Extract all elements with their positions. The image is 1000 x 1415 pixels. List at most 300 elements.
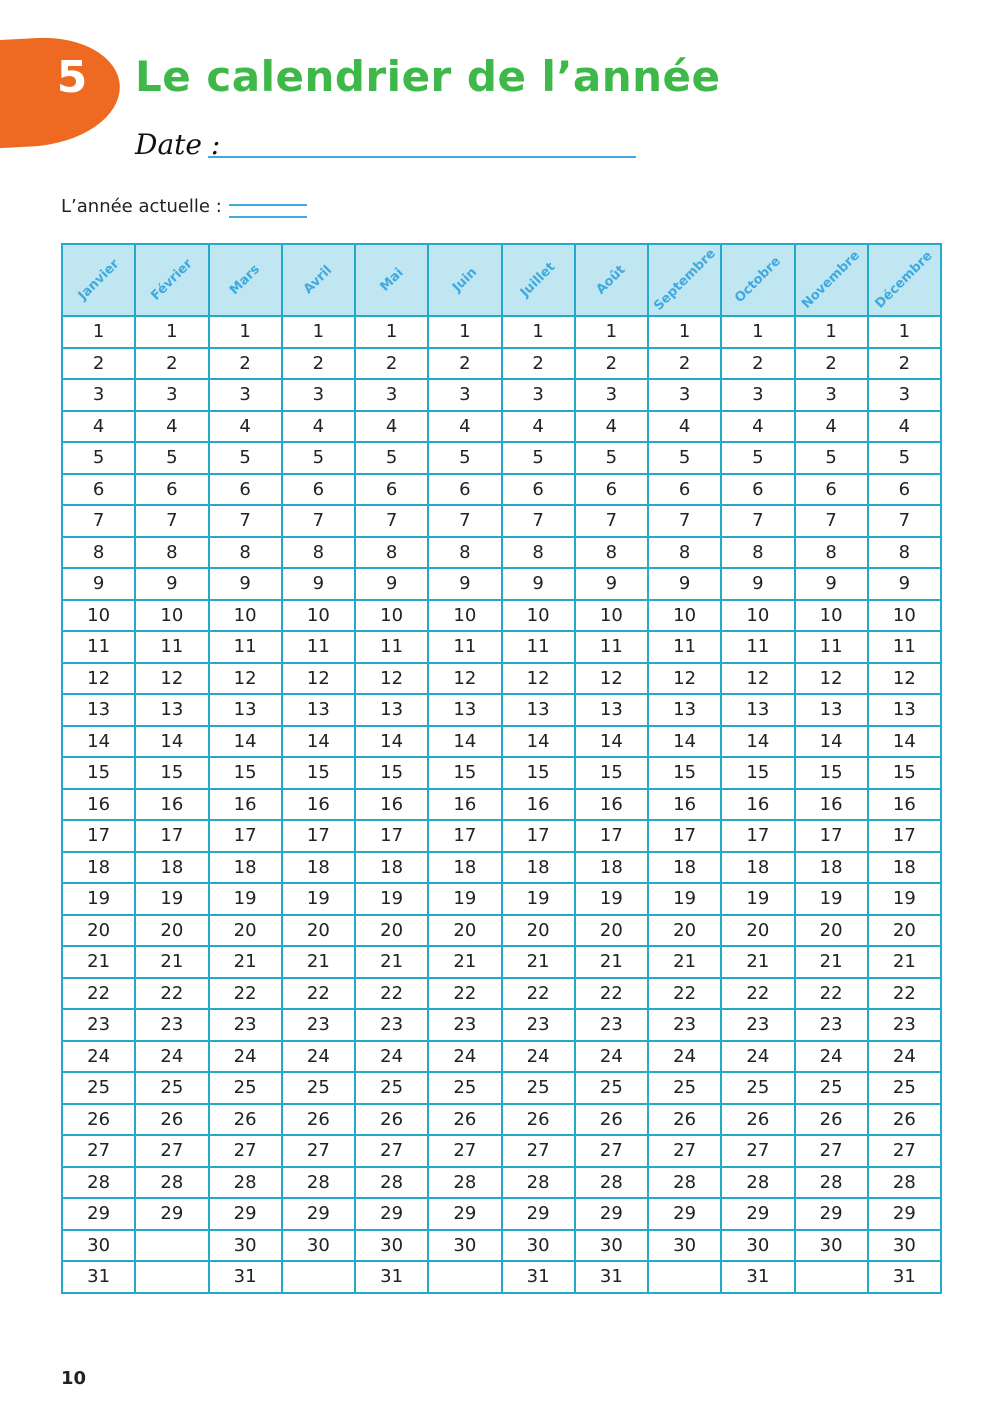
day-cell: 15 — [135, 757, 208, 789]
table-row — [62, 946, 941, 978]
day-cell: 22 — [795, 978, 868, 1010]
day-cell: 18 — [868, 852, 941, 884]
day-cell: 21 — [648, 946, 721, 978]
day-cell: 25 — [795, 1072, 868, 1104]
day-cell: 2 — [355, 348, 428, 380]
day-cell: 11 — [868, 631, 941, 663]
day-cell: 23 — [868, 1009, 941, 1041]
day-cell: 29 — [62, 1198, 135, 1230]
day-cell: 25 — [135, 1072, 208, 1104]
day-cell: 21 — [135, 946, 208, 978]
day-cell: 14 — [209, 726, 282, 758]
day-cell: 20 — [355, 915, 428, 947]
day-cell: 13 — [502, 694, 575, 726]
day-cell: 14 — [721, 726, 794, 758]
day-cell: 24 — [721, 1041, 794, 1073]
table-row — [62, 411, 941, 443]
day-cell: 2 — [795, 348, 868, 380]
day-cell: 9 — [209, 568, 282, 600]
day-cell: 31 — [62, 1261, 135, 1293]
day-cell: 17 — [135, 820, 208, 852]
day-cell: 22 — [721, 978, 794, 1010]
day-cell: 13 — [209, 694, 282, 726]
day-cell: 22 — [62, 978, 135, 1010]
day-cell: 3 — [502, 379, 575, 411]
day-cell: 23 — [575, 1009, 648, 1041]
day-cell: 14 — [428, 726, 501, 758]
current-year-answer-underline — [229, 216, 307, 218]
day-cell: 1 — [795, 316, 868, 348]
day-cell: 14 — [795, 726, 868, 758]
day-cell: 30 — [282, 1230, 355, 1262]
day-cell: 19 — [209, 883, 282, 915]
day-cell: 18 — [135, 852, 208, 884]
day-cell: 21 — [795, 946, 868, 978]
day-cell: 12 — [135, 663, 208, 695]
day-cell: 17 — [502, 820, 575, 852]
day-cell: 20 — [62, 915, 135, 947]
day-cell: 22 — [575, 978, 648, 1010]
day-cell: 16 — [648, 789, 721, 821]
day-cell: 20 — [209, 915, 282, 947]
day-cell: 9 — [62, 568, 135, 600]
day-cell: 6 — [502, 474, 575, 506]
day-cell: 15 — [428, 757, 501, 789]
day-cell: 20 — [721, 915, 794, 947]
day-cell: 7 — [868, 505, 941, 537]
day-cell: 16 — [868, 789, 941, 821]
day-cell: 27 — [135, 1135, 208, 1167]
table-row — [62, 1009, 941, 1041]
day-cell: 17 — [428, 820, 501, 852]
day-cell: 23 — [648, 1009, 721, 1041]
date-label: Date : — [135, 128, 221, 161]
day-cell: 2 — [575, 348, 648, 380]
day-cell: 19 — [575, 883, 648, 915]
day-cell: 1 — [428, 316, 501, 348]
day-cell: 24 — [648, 1041, 721, 1073]
day-cell: 10 — [428, 600, 501, 632]
day-cell: 21 — [428, 946, 501, 978]
day-cell: 19 — [721, 883, 794, 915]
day-cell: 9 — [355, 568, 428, 600]
day-cell: 9 — [648, 568, 721, 600]
day-cell: 24 — [282, 1041, 355, 1073]
month-header-10 — [795, 244, 868, 316]
day-cell: 23 — [428, 1009, 501, 1041]
day-cell: 17 — [355, 820, 428, 852]
day-cell: 13 — [62, 694, 135, 726]
day-cell: 22 — [355, 978, 428, 1010]
day-cell: 5 — [355, 442, 428, 474]
month-label: Février — [148, 256, 196, 304]
day-cell: 17 — [282, 820, 355, 852]
day-cell: 16 — [355, 789, 428, 821]
day-cell: 8 — [282, 537, 355, 569]
day-cell: 24 — [355, 1041, 428, 1073]
day-cell: 30 — [62, 1230, 135, 1262]
day-cell: 4 — [795, 411, 868, 443]
table-row — [62, 600, 941, 632]
day-cell: 24 — [62, 1041, 135, 1073]
day-cell: 23 — [355, 1009, 428, 1041]
day-cell: 4 — [502, 411, 575, 443]
day-cell — [282, 1261, 355, 1293]
day-cell: 2 — [648, 348, 721, 380]
month-label: Mars — [227, 262, 264, 298]
day-cell: 5 — [795, 442, 868, 474]
month-header-11 — [868, 244, 941, 316]
day-cell: 8 — [795, 537, 868, 569]
day-cell: 5 — [209, 442, 282, 474]
day-cell: 26 — [282, 1104, 355, 1136]
day-cell: 5 — [648, 442, 721, 474]
day-cell: 1 — [62, 316, 135, 348]
day-cell: 31 — [721, 1261, 794, 1293]
day-cell: 13 — [135, 694, 208, 726]
day-cell: 15 — [62, 757, 135, 789]
day-cell: 29 — [282, 1198, 355, 1230]
day-cell: 10 — [575, 600, 648, 632]
day-cell: 20 — [135, 915, 208, 947]
day-cell: 27 — [648, 1135, 721, 1167]
table-row — [62, 883, 941, 915]
day-cell — [135, 1230, 208, 1262]
month-header-0 — [62, 244, 135, 316]
day-cell: 22 — [135, 978, 208, 1010]
table-row — [62, 820, 941, 852]
day-cell: 8 — [209, 537, 282, 569]
day-cell: 14 — [502, 726, 575, 758]
day-cell: 7 — [62, 505, 135, 537]
day-cell: 24 — [575, 1041, 648, 1073]
day-cell: 9 — [282, 568, 355, 600]
table-row — [62, 694, 941, 726]
table-row — [62, 663, 941, 695]
day-cell: 5 — [428, 442, 501, 474]
day-cell — [648, 1261, 721, 1293]
day-cell: 10 — [282, 600, 355, 632]
day-cell: 27 — [428, 1135, 501, 1167]
day-cell: 1 — [721, 316, 794, 348]
day-cell: 21 — [282, 946, 355, 978]
day-cell: 28 — [868, 1167, 941, 1199]
day-cell: 17 — [721, 820, 794, 852]
day-cell: 18 — [62, 852, 135, 884]
day-cell: 7 — [135, 505, 208, 537]
day-cell: 11 — [428, 631, 501, 663]
day-cell: 23 — [721, 1009, 794, 1041]
day-cell: 3 — [428, 379, 501, 411]
month-label: Janvier — [75, 256, 122, 304]
month-label: Mai — [377, 265, 407, 295]
day-cell: 5 — [575, 442, 648, 474]
day-cell: 6 — [209, 474, 282, 506]
day-cell: 7 — [282, 505, 355, 537]
day-cell: 13 — [868, 694, 941, 726]
day-cell: 26 — [428, 1104, 501, 1136]
day-cell: 9 — [868, 568, 941, 600]
day-cell: 4 — [135, 411, 208, 443]
table-row — [62, 1198, 941, 1230]
day-cell — [428, 1261, 501, 1293]
day-cell: 31 — [868, 1261, 941, 1293]
day-cell: 26 — [575, 1104, 648, 1136]
day-cell: 23 — [135, 1009, 208, 1041]
day-cell: 29 — [721, 1198, 794, 1230]
day-cell: 6 — [428, 474, 501, 506]
day-cell: 3 — [135, 379, 208, 411]
day-cell: 25 — [428, 1072, 501, 1104]
month-label: Août — [593, 262, 629, 298]
day-cell: 3 — [209, 379, 282, 411]
day-cell: 11 — [355, 631, 428, 663]
day-cell: 28 — [428, 1167, 501, 1199]
month-header-7 — [575, 244, 648, 316]
day-cell: 23 — [502, 1009, 575, 1041]
day-cell: 6 — [721, 474, 794, 506]
day-cell: 25 — [62, 1072, 135, 1104]
day-cell: 5 — [721, 442, 794, 474]
day-cell: 6 — [135, 474, 208, 506]
day-cell: 2 — [502, 348, 575, 380]
day-cell: 17 — [575, 820, 648, 852]
day-cell: 29 — [209, 1198, 282, 1230]
day-cell: 14 — [62, 726, 135, 758]
day-cell: 21 — [209, 946, 282, 978]
day-cell: 7 — [721, 505, 794, 537]
day-cell: 4 — [721, 411, 794, 443]
table-row — [62, 789, 941, 821]
day-cell: 1 — [575, 316, 648, 348]
day-cell: 12 — [282, 663, 355, 695]
month-header-4 — [355, 244, 428, 316]
table-row — [62, 631, 941, 663]
day-cell: 30 — [721, 1230, 794, 1262]
current-year-answer-line[interactable] — [229, 204, 307, 206]
day-cell: 11 — [502, 631, 575, 663]
day-cell: 8 — [868, 537, 941, 569]
month-header-row — [62, 244, 941, 316]
day-cell: 22 — [209, 978, 282, 1010]
day-cell: 28 — [575, 1167, 648, 1199]
month-label: Avril — [301, 262, 336, 298]
day-cell: 11 — [282, 631, 355, 663]
month-header-8 — [648, 244, 721, 316]
day-cell: 9 — [721, 568, 794, 600]
day-cell: 16 — [575, 789, 648, 821]
day-cell: 30 — [502, 1230, 575, 1262]
table-row — [62, 726, 941, 758]
date-answer-line[interactable] — [208, 156, 636, 158]
day-cell: 15 — [575, 757, 648, 789]
day-cell: 27 — [209, 1135, 282, 1167]
day-cell: 15 — [721, 757, 794, 789]
day-cell: 28 — [135, 1167, 208, 1199]
day-cell: 30 — [575, 1230, 648, 1262]
day-cell: 12 — [721, 663, 794, 695]
day-cell: 26 — [209, 1104, 282, 1136]
day-cell: 30 — [209, 1230, 282, 1262]
day-cell: 29 — [135, 1198, 208, 1230]
day-cell: 27 — [795, 1135, 868, 1167]
day-cell: 6 — [795, 474, 868, 506]
day-cell: 29 — [868, 1198, 941, 1230]
day-cell: 20 — [648, 915, 721, 947]
day-cell: 14 — [575, 726, 648, 758]
month-header-9 — [721, 244, 794, 316]
day-cell: 3 — [868, 379, 941, 411]
day-cell: 22 — [648, 978, 721, 1010]
day-cell: 7 — [209, 505, 282, 537]
day-cell: 17 — [648, 820, 721, 852]
day-cell: 29 — [575, 1198, 648, 1230]
day-cell: 25 — [868, 1072, 941, 1104]
day-cell: 28 — [648, 1167, 721, 1199]
table-row — [62, 1167, 941, 1199]
day-cell: 13 — [428, 694, 501, 726]
day-cell: 19 — [135, 883, 208, 915]
day-cell: 1 — [135, 316, 208, 348]
day-cell: 16 — [282, 789, 355, 821]
day-cell — [795, 1261, 868, 1293]
day-cell: 21 — [868, 946, 941, 978]
day-cell: 31 — [355, 1261, 428, 1293]
day-cell: 11 — [135, 631, 208, 663]
day-cell: 22 — [282, 978, 355, 1010]
day-cell: 29 — [648, 1198, 721, 1230]
day-cell: 12 — [868, 663, 941, 695]
day-cell: 18 — [282, 852, 355, 884]
day-cell: 22 — [868, 978, 941, 1010]
table-row — [62, 1261, 941, 1293]
day-cell: 15 — [209, 757, 282, 789]
day-cell: 10 — [62, 600, 135, 632]
day-cell: 19 — [428, 883, 501, 915]
day-cell: 21 — [721, 946, 794, 978]
month-header-2 — [209, 244, 282, 316]
day-cell: 16 — [428, 789, 501, 821]
day-cell: 4 — [209, 411, 282, 443]
day-cell: 5 — [135, 442, 208, 474]
day-cell: 14 — [135, 726, 208, 758]
day-cell: 9 — [428, 568, 501, 600]
day-cell: 10 — [209, 600, 282, 632]
day-cell: 8 — [428, 537, 501, 569]
day-cell: 25 — [502, 1072, 575, 1104]
day-cell: 11 — [62, 631, 135, 663]
day-cell: 7 — [428, 505, 501, 537]
day-cell: 19 — [355, 883, 428, 915]
day-cell: 16 — [795, 789, 868, 821]
day-cell: 20 — [575, 915, 648, 947]
day-cell: 19 — [648, 883, 721, 915]
day-cell: 1 — [355, 316, 428, 348]
day-cell: 12 — [355, 663, 428, 695]
day-cell: 6 — [62, 474, 135, 506]
table-row — [62, 915, 941, 947]
section-number: 5 — [56, 52, 88, 103]
table-row — [62, 1135, 941, 1167]
day-cell: 26 — [795, 1104, 868, 1136]
day-cell: 6 — [868, 474, 941, 506]
day-cell: 9 — [135, 568, 208, 600]
day-cell: 24 — [502, 1041, 575, 1073]
day-cell: 30 — [868, 1230, 941, 1262]
day-cell: 27 — [62, 1135, 135, 1167]
day-cell: 28 — [282, 1167, 355, 1199]
day-cell: 28 — [502, 1167, 575, 1199]
day-cell: 8 — [502, 537, 575, 569]
day-cell: 8 — [648, 537, 721, 569]
day-cell: 31 — [209, 1261, 282, 1293]
day-cell: 28 — [795, 1167, 868, 1199]
day-cell: 11 — [648, 631, 721, 663]
table-row — [62, 1230, 941, 1262]
page-title: Le calendrier de l’année — [135, 52, 721, 101]
day-cell: 21 — [575, 946, 648, 978]
day-cell: 20 — [428, 915, 501, 947]
day-cell: 9 — [795, 568, 868, 600]
day-cell: 18 — [355, 852, 428, 884]
day-cell: 28 — [721, 1167, 794, 1199]
day-cell: 17 — [62, 820, 135, 852]
day-cell: 18 — [502, 852, 575, 884]
day-cell: 17 — [868, 820, 941, 852]
day-cell: 1 — [282, 316, 355, 348]
day-cell: 18 — [721, 852, 794, 884]
day-cell: 24 — [428, 1041, 501, 1073]
day-cell: 4 — [428, 411, 501, 443]
day-cell: 29 — [428, 1198, 501, 1230]
month-label: Juin — [449, 264, 481, 296]
day-cell: 10 — [648, 600, 721, 632]
day-cell: 27 — [868, 1135, 941, 1167]
day-cell: 2 — [282, 348, 355, 380]
day-cell: 8 — [721, 537, 794, 569]
day-cell: 1 — [648, 316, 721, 348]
table-row — [62, 757, 941, 789]
day-cell: 1 — [502, 316, 575, 348]
day-cell: 10 — [502, 600, 575, 632]
day-cell: 10 — [135, 600, 208, 632]
day-cell: 3 — [721, 379, 794, 411]
day-cell: 14 — [282, 726, 355, 758]
day-cell: 27 — [282, 1135, 355, 1167]
day-cell: 17 — [795, 820, 868, 852]
day-cell: 26 — [868, 1104, 941, 1136]
day-cell: 10 — [721, 600, 794, 632]
day-cell: 3 — [62, 379, 135, 411]
day-cell: 16 — [721, 789, 794, 821]
day-cell: 15 — [795, 757, 868, 789]
day-cell: 6 — [355, 474, 428, 506]
day-cell: 4 — [648, 411, 721, 443]
table-row — [62, 348, 941, 380]
day-cell: 16 — [209, 789, 282, 821]
day-cell: 9 — [575, 568, 648, 600]
day-cell: 7 — [502, 505, 575, 537]
day-cell: 14 — [355, 726, 428, 758]
day-cell: 20 — [868, 915, 941, 947]
day-cell: 1 — [868, 316, 941, 348]
day-cell: 18 — [795, 852, 868, 884]
table-row — [62, 978, 941, 1010]
table-row — [62, 474, 941, 506]
day-cell: 8 — [355, 537, 428, 569]
table-row — [62, 852, 941, 884]
table-row — [62, 442, 941, 474]
